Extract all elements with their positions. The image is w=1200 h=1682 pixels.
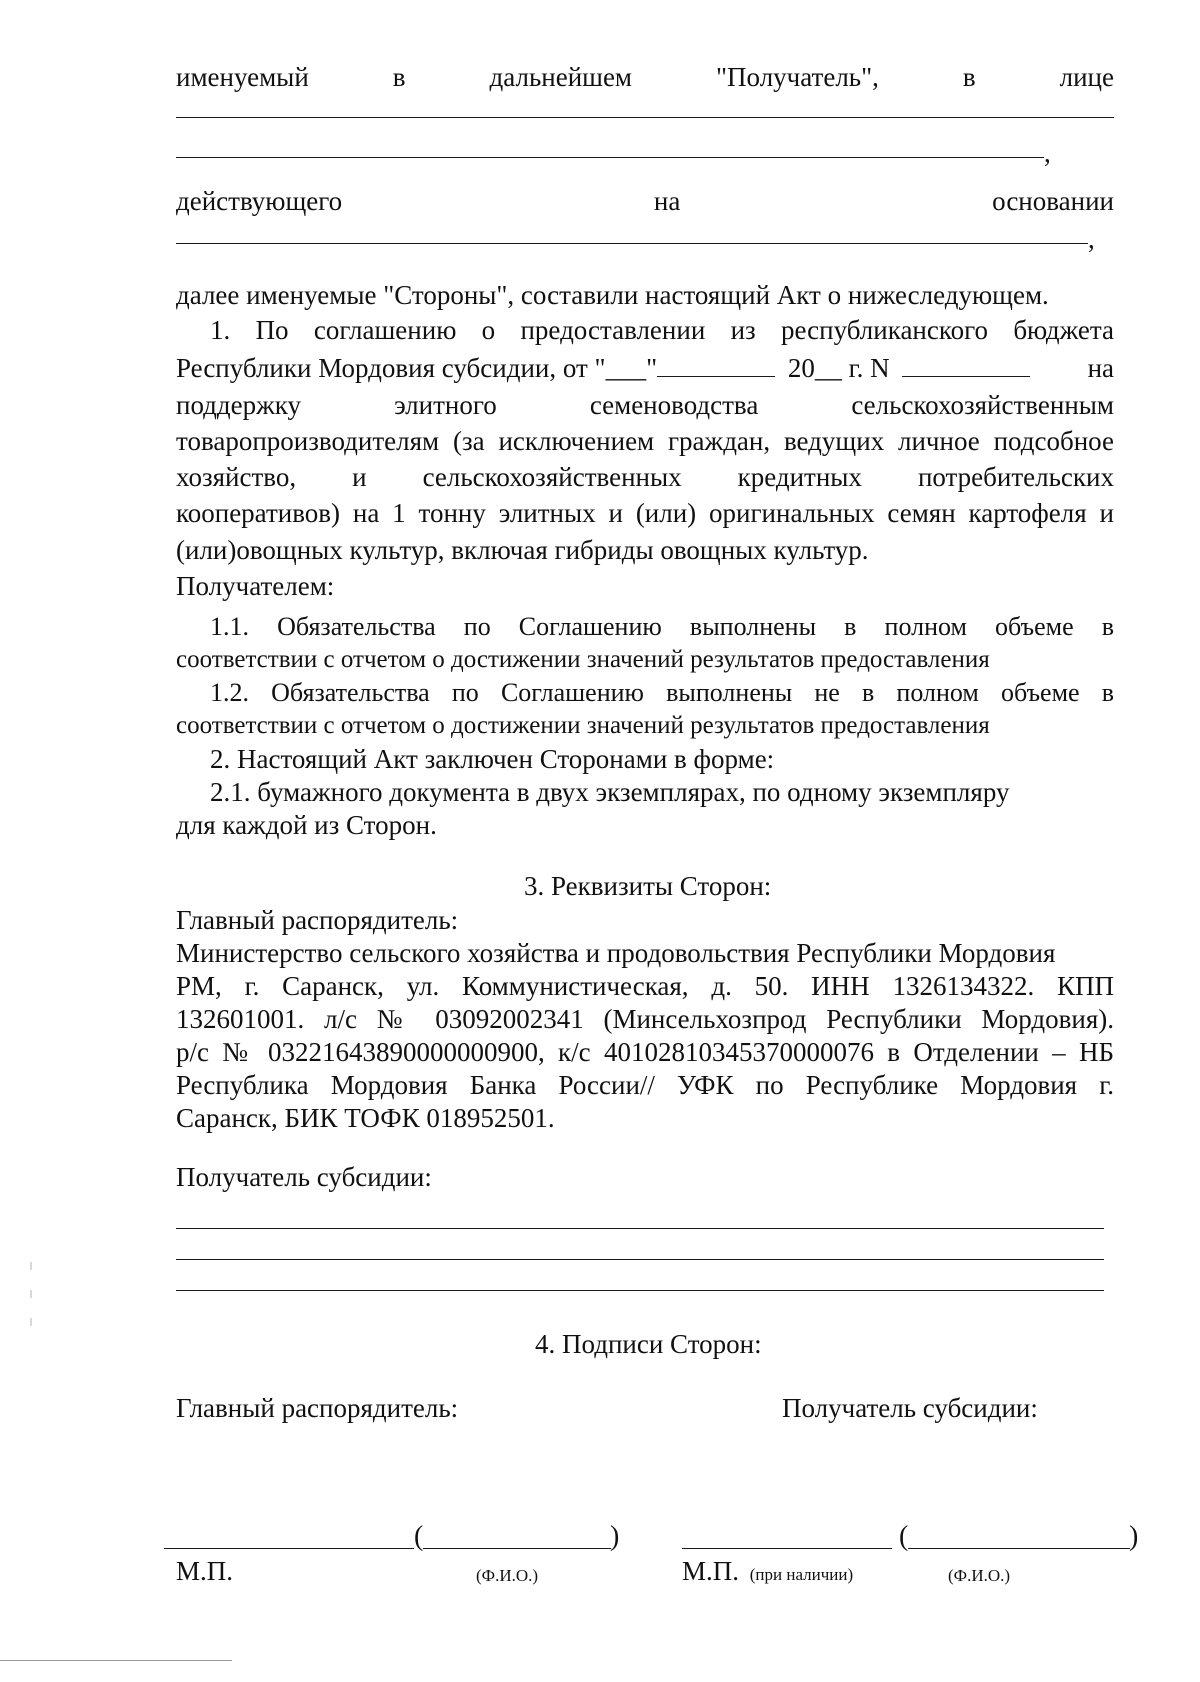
word: "Получатель",: [716, 62, 879, 92]
word: действующего: [176, 186, 343, 216]
clause-1-text: 20__ г. N: [787, 353, 890, 383]
recipient-label: Получатель субсидии:: [176, 1162, 432, 1192]
scan-edge-line: [0, 1660, 232, 1661]
clause-1-1-line: соответствии с отчетом о достижении значений результатов предоставления: [176, 646, 990, 673]
binding-mark: [30, 1290, 32, 1298]
blank-line: [176, 1228, 1104, 1229]
word: поддержку: [176, 390, 302, 420]
binding-mark: [30, 1318, 32, 1326]
clause-1-2-line: соответствии с отчетом о достижении значений результатов предоставления: [176, 712, 990, 739]
clause-1-line: товаропроизводителям (за исключением граждан, ведущих личное подсобное: [176, 426, 1114, 456]
word: лице: [1059, 62, 1114, 92]
word: потребительских: [917, 462, 1114, 492]
word: семеноводства: [589, 390, 759, 420]
blank-line: [176, 1259, 1104, 1260]
manager-details-line: Министерство сельского хозяйства и продовольствия Республики Мордовия: [176, 938, 1056, 968]
blank-line: [176, 157, 1044, 158]
signature-line-right: [682, 1548, 892, 1549]
fio-label-right: (Ф.И.О.): [948, 1566, 1011, 1585]
word: хозяйство,: [176, 462, 297, 492]
parties-line: далее именуемые "Стороны", составили настоящий Акт о нижеследующем.: [176, 280, 1049, 310]
stamp-label-left: М.П.: [176, 1556, 234, 1586]
blank-line: [176, 243, 1088, 244]
paren-open: (: [899, 1521, 909, 1552]
paren-open: (: [414, 1521, 424, 1552]
manager-label: Главный распорядитель:: [176, 905, 459, 935]
word: сельскохозяйственных: [422, 462, 682, 492]
word: основании: [992, 186, 1114, 216]
binding-mark: [30, 1262, 32, 1270]
word: элитного: [394, 390, 497, 420]
requisites-heading: 3. Реквизиты Сторон:: [524, 871, 772, 901]
word: сельскохозяйственным: [851, 390, 1114, 420]
word: и: [352, 462, 367, 492]
word: кредитных: [737, 462, 862, 492]
acting-row: [176, 188, 1114, 215]
word: в: [392, 62, 406, 92]
signature-line-left: [164, 1548, 414, 1549]
word: дальнейшем: [489, 62, 633, 92]
blank-line: [176, 1290, 1104, 1291]
named-row: [176, 64, 1114, 91]
blank-line: [176, 117, 1114, 118]
fio-line-right: [908, 1548, 1130, 1549]
blank-line: [657, 375, 775, 377]
manager-details-line: Республика Мордовия Банка России// УФК по Республике Мордовия г.: [176, 1070, 1114, 1100]
clause-1-spread-row: [176, 392, 1114, 419]
paren-close: ): [610, 1521, 620, 1552]
manager-details-line: Саранск, БИК ТОФК 018952501.: [176, 1103, 555, 1133]
word: на: [653, 186, 681, 216]
word: в: [962, 62, 976, 92]
clause-1-text: на: [1087, 353, 1114, 383]
clause-2-line: 2. Настоящий Акт заключен Сторонами в форме:: [210, 744, 775, 774]
comma: ,: [1044, 138, 1051, 168]
clause-1-date-row: [176, 355, 1114, 382]
signature-right-label: Получатель субсидии:: [782, 1393, 1038, 1423]
fio-line-left: [423, 1548, 611, 1549]
manager-details-line: р/с № 03221643890000000900, к/с 40102810345370000076 в Отделении – НБ: [176, 1037, 1114, 1067]
stamp-note-right: (при наличии): [749, 1565, 854, 1584]
signatures-heading: 4. Подписи Сторон:: [535, 1329, 762, 1359]
clause-1-1-line: 1.1. Обязательства по Соглашению выполнены в полном объеме в: [210, 612, 1114, 641]
stamp-label-right: М.П.: [682, 1556, 740, 1586]
signature-left-label: Главный распорядитель:: [176, 1393, 459, 1423]
clause-2-1-line: 2.1. бумажного документа в двух экземплярах, по одному экземпляру: [210, 777, 1010, 807]
stamp-label-right-group: [682, 1558, 853, 1585]
word: именуемый: [176, 62, 309, 92]
clause-1-line: 1. По соглашению о предоставлении из республиканского бюджета: [210, 315, 1114, 345]
clause-1-text: Республики Мордовия субсидии, от "___": [176, 353, 658, 383]
paren-close: ): [1129, 1521, 1139, 1552]
clause-2-1-line: для каждой из Сторон.: [176, 810, 437, 840]
clause-1-2-line: 1.2. Обязательства по Соглашению выполнены не в полном объеме в: [210, 678, 1114, 707]
clause-1-spread-row: [176, 464, 1114, 491]
clause-1-line: Получателем:: [176, 571, 335, 601]
fio-label-left: (Ф.И.О.): [476, 1566, 539, 1585]
manager-details-line: 132601001. л/с № 03092002341 (Минсельхозпрод Республики Мордовия).: [176, 1004, 1114, 1034]
clause-1-line: (или)овощных культур, включая гибриды овощных культур.: [176, 535, 869, 565]
blank-line: [902, 375, 1030, 377]
comma: ,: [1088, 224, 1095, 254]
clause-1-line: кооперативов) на 1 тонну элитных и (или) оригинальных семян картофеля и: [176, 498, 1114, 528]
manager-details-line: РМ, г. Саранск, ул. Коммунистическая, д. 50. ИНН 1326134322. КПП: [176, 971, 1114, 1001]
